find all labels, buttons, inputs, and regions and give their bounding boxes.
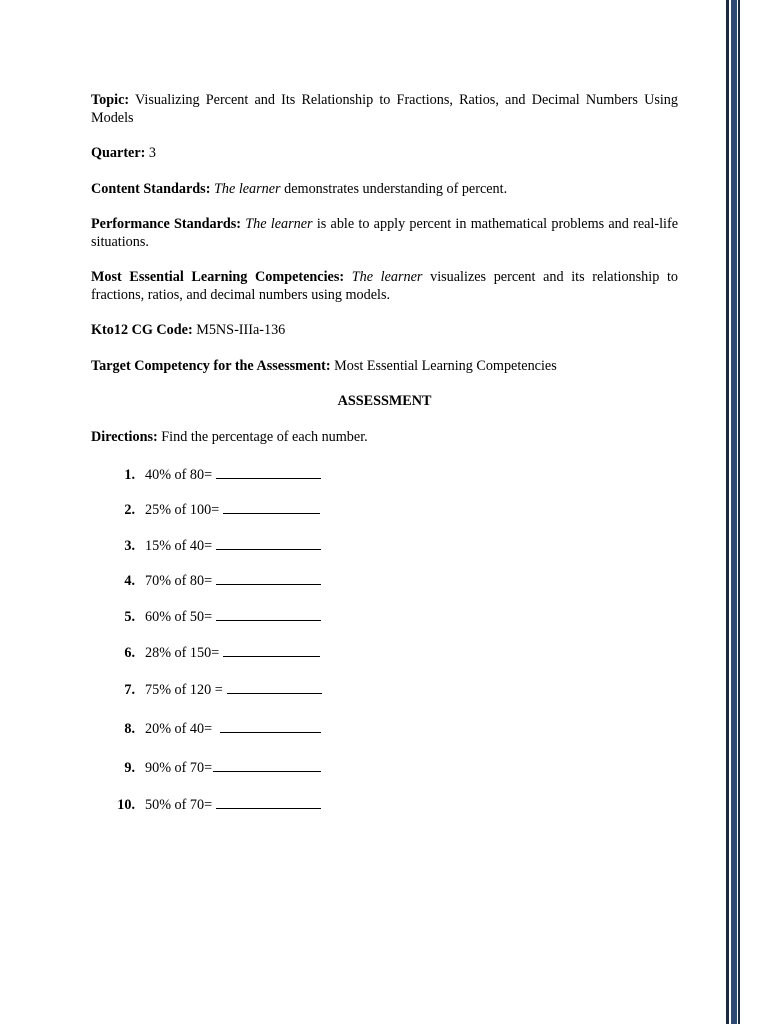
question-item <box>113 757 321 778</box>
directions-text: Find the percentage of each number. <box>161 428 368 445</box>
answer-blank[interactable] <box>223 499 320 514</box>
question-number: 5. <box>124 609 135 625</box>
question-number: 8. <box>124 721 135 737</box>
question-number: 4. <box>124 573 135 589</box>
target-line <box>91 358 678 376</box>
quarter-line <box>91 145 678 163</box>
question-text: 75% of 120 = <box>145 682 223 698</box>
document-body <box>91 92 679 813</box>
question-item <box>113 570 321 591</box>
question-text: 25% of 100= <box>145 502 220 518</box>
answer-blank[interactable] <box>216 464 321 479</box>
cg-code-label: Kto12 CG Code: <box>91 322 193 338</box>
melc-text: visualizes percent and its relationship to fractions, ratios, and decimal numbers using models. <box>91 269 678 303</box>
performance-standards-text: is able to apply percent in mathematical problems and real-life situations. <box>91 216 679 250</box>
question-item <box>113 606 321 627</box>
cg-code-line <box>91 322 678 340</box>
question-number: 7. <box>124 682 135 698</box>
target-label: Target Competency for the Assessment: <box>91 357 331 374</box>
question-text: 60% of 50= <box>145 609 213 625</box>
question-text: 28% of 150= <box>145 645 220 661</box>
performance-standards-subject: The learner <box>245 216 313 232</box>
melc-line <box>91 269 678 304</box>
answer-blank[interactable] <box>227 679 322 694</box>
question-text: 90% of 70= <box>145 760 213 776</box>
assessment-heading: ASSESSMENT <box>337 393 432 409</box>
page-border <box>726 0 740 1024</box>
question-item <box>113 718 321 739</box>
topic-text: Visualizing Percent and Its Relationship to Fractions, Ratios, and Decimal Numbers Using Models <box>91 92 678 126</box>
answer-blank[interactable] <box>216 570 321 585</box>
topic-label: Topic: <box>91 92 130 108</box>
melc-label: Most Essential Learning Competencies: <box>91 269 345 285</box>
answer-blank[interactable] <box>220 718 321 733</box>
question-number: 9. <box>124 760 135 776</box>
question-item <box>113 535 321 556</box>
directions-line <box>91 429 678 447</box>
question-item <box>113 679 322 700</box>
question-number: 6. <box>124 645 135 661</box>
question-text: 50% of 70= <box>145 797 213 813</box>
topic-line <box>91 92 678 127</box>
question-number: 2. <box>124 502 135 518</box>
quarter-value: 3 <box>148 145 157 161</box>
question-list <box>91 446 678 813</box>
answer-blank[interactable] <box>213 757 321 772</box>
quarter-label: Quarter: <box>91 145 146 161</box>
question-text: 20% of 40= <box>145 721 213 737</box>
cg-code-value: M5NS-IIIa-136 <box>196 322 286 338</box>
answer-blank[interactable] <box>216 535 321 550</box>
answer-blank[interactable] <box>216 794 321 809</box>
question-number: 1. <box>124 467 135 483</box>
question-item <box>113 464 321 485</box>
question-text: 70% of 80= <box>145 573 213 589</box>
question-item <box>113 794 321 815</box>
target-text: Most Essential Learning Competencies <box>334 357 557 374</box>
directions-label: Directions: <box>91 428 158 445</box>
melc-subject: The learner <box>351 269 423 285</box>
content-standards-label: Content Standards: <box>91 180 211 197</box>
answer-blank[interactable] <box>223 642 320 657</box>
question-number: 3. <box>124 538 135 554</box>
content-standards-text: demonstrates understanding of percent. <box>284 180 508 197</box>
question-item <box>113 499 320 520</box>
answer-blank[interactable] <box>216 606 321 621</box>
content-standards-subject: The learner <box>213 180 281 197</box>
performance-standards-label: Performance Standards: <box>91 216 242 232</box>
question-text: 40% of 80= <box>145 467 213 483</box>
question-number: 10. <box>117 797 135 813</box>
question-item <box>113 642 320 663</box>
performance-standards-line <box>91 216 678 251</box>
question-text: 15% of 40= <box>145 538 213 554</box>
content-standards-line <box>91 181 678 199</box>
